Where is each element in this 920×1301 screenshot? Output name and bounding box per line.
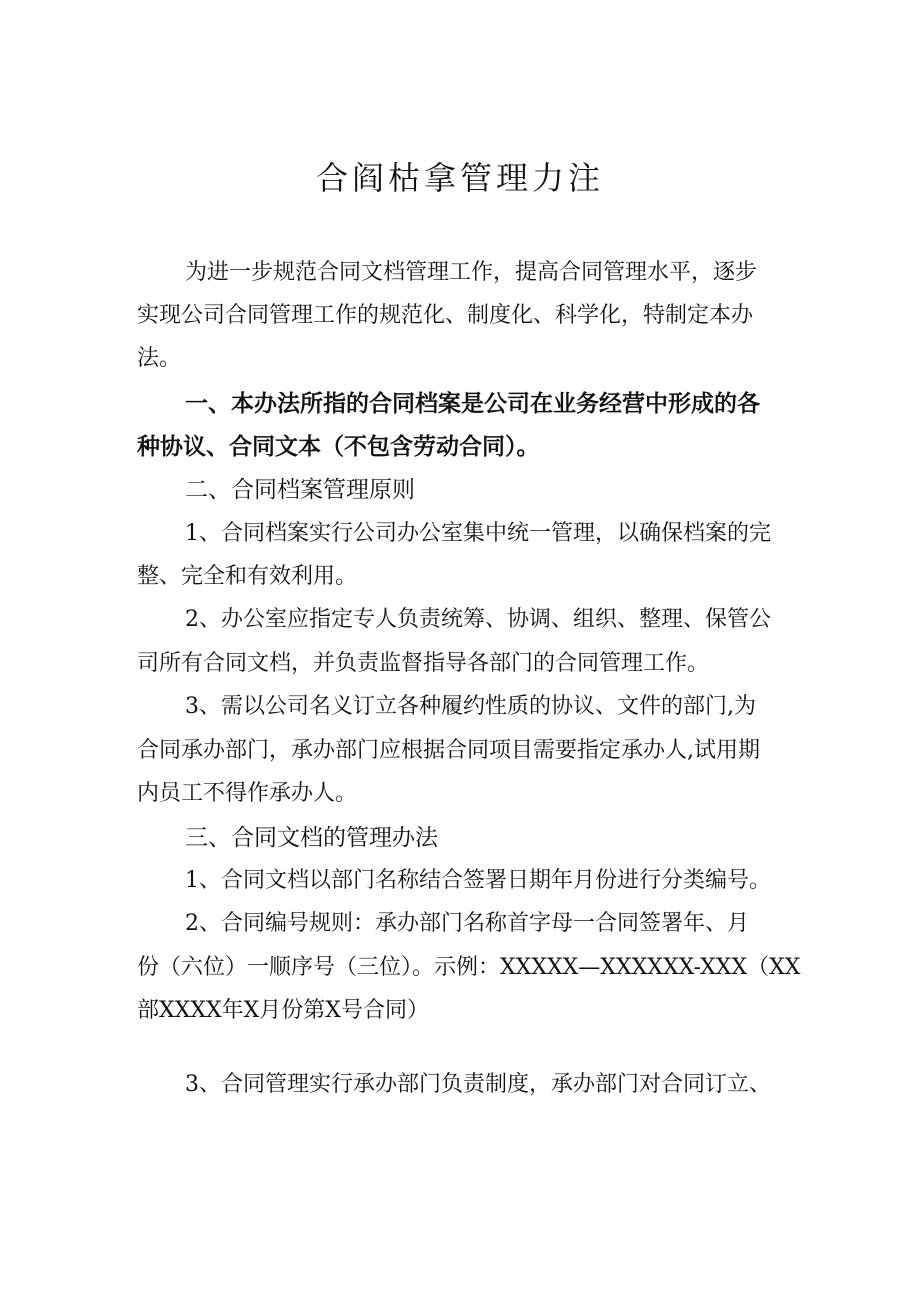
section1-line-2: 种协议、合同文本（不包含劳动合同）。 xyxy=(137,434,540,460)
section3-heading: 三、合同文档的管理办法 xyxy=(185,825,438,851)
intro-line-2: 实现公司合同管理工作的规范化、制度化、科学化，特制定本办 xyxy=(137,303,754,328)
section3-item2-line-1: 2、合同编号规则：承办部门名称首字母一合同签署年、月 xyxy=(185,911,749,936)
section2-item2-line-1: 2、办公室应指定专人负责统筹、协调、组织、整理、保管公 xyxy=(185,607,771,632)
document-title: 合阎枯拿管理力注 xyxy=(315,159,604,197)
section2-item3-line-2: 合同承办部门，承办部门应根据合同项目需要指定承办人,试用期 xyxy=(137,738,760,763)
section3-item2-line-2: 份（六位）一顺序号（三位）。示例：XXXXX—XXXXXX-XXX（XX xyxy=(137,955,801,980)
intro-line-3: 法。 xyxy=(137,346,182,371)
section2-item3-line-3: 内员工不得作承办人。 xyxy=(137,781,358,806)
intro-line-1: 为进一步规范合同文档管理工作，提高合同管理水平，逐步 xyxy=(185,260,758,285)
section2-heading: 二、合同档案管理原则 xyxy=(185,477,415,503)
section2-item1-line-1: 1、合同档案实行公司办公室集中统一管理，以确保档案的完 xyxy=(185,521,771,546)
section3-item2-line-3: 部XXXX年X月份第X号合同） xyxy=(137,998,429,1023)
section2-item2-line-2: 司所有合同文档，并负责监督指导各部门的合同管理工作。 xyxy=(137,651,710,676)
section2-item3-line-1: 3、需以公司名义订立各种履约性质的协议、文件的部门,为 xyxy=(185,694,756,719)
section3-item3-line: 3、合同管理实行承办部门负责制度，承办部门对合同订立、 xyxy=(185,1072,771,1097)
section1-line-1: 一、本办法所指的合同档案是公司在业务经营中形成的各 xyxy=(185,391,760,417)
section3-item1-line: 1、合同文档以部门名称结合签署日期年月份进行分类编号。 xyxy=(185,868,771,893)
section2-item1-line-2: 整、完全和有效利用。 xyxy=(137,564,358,589)
